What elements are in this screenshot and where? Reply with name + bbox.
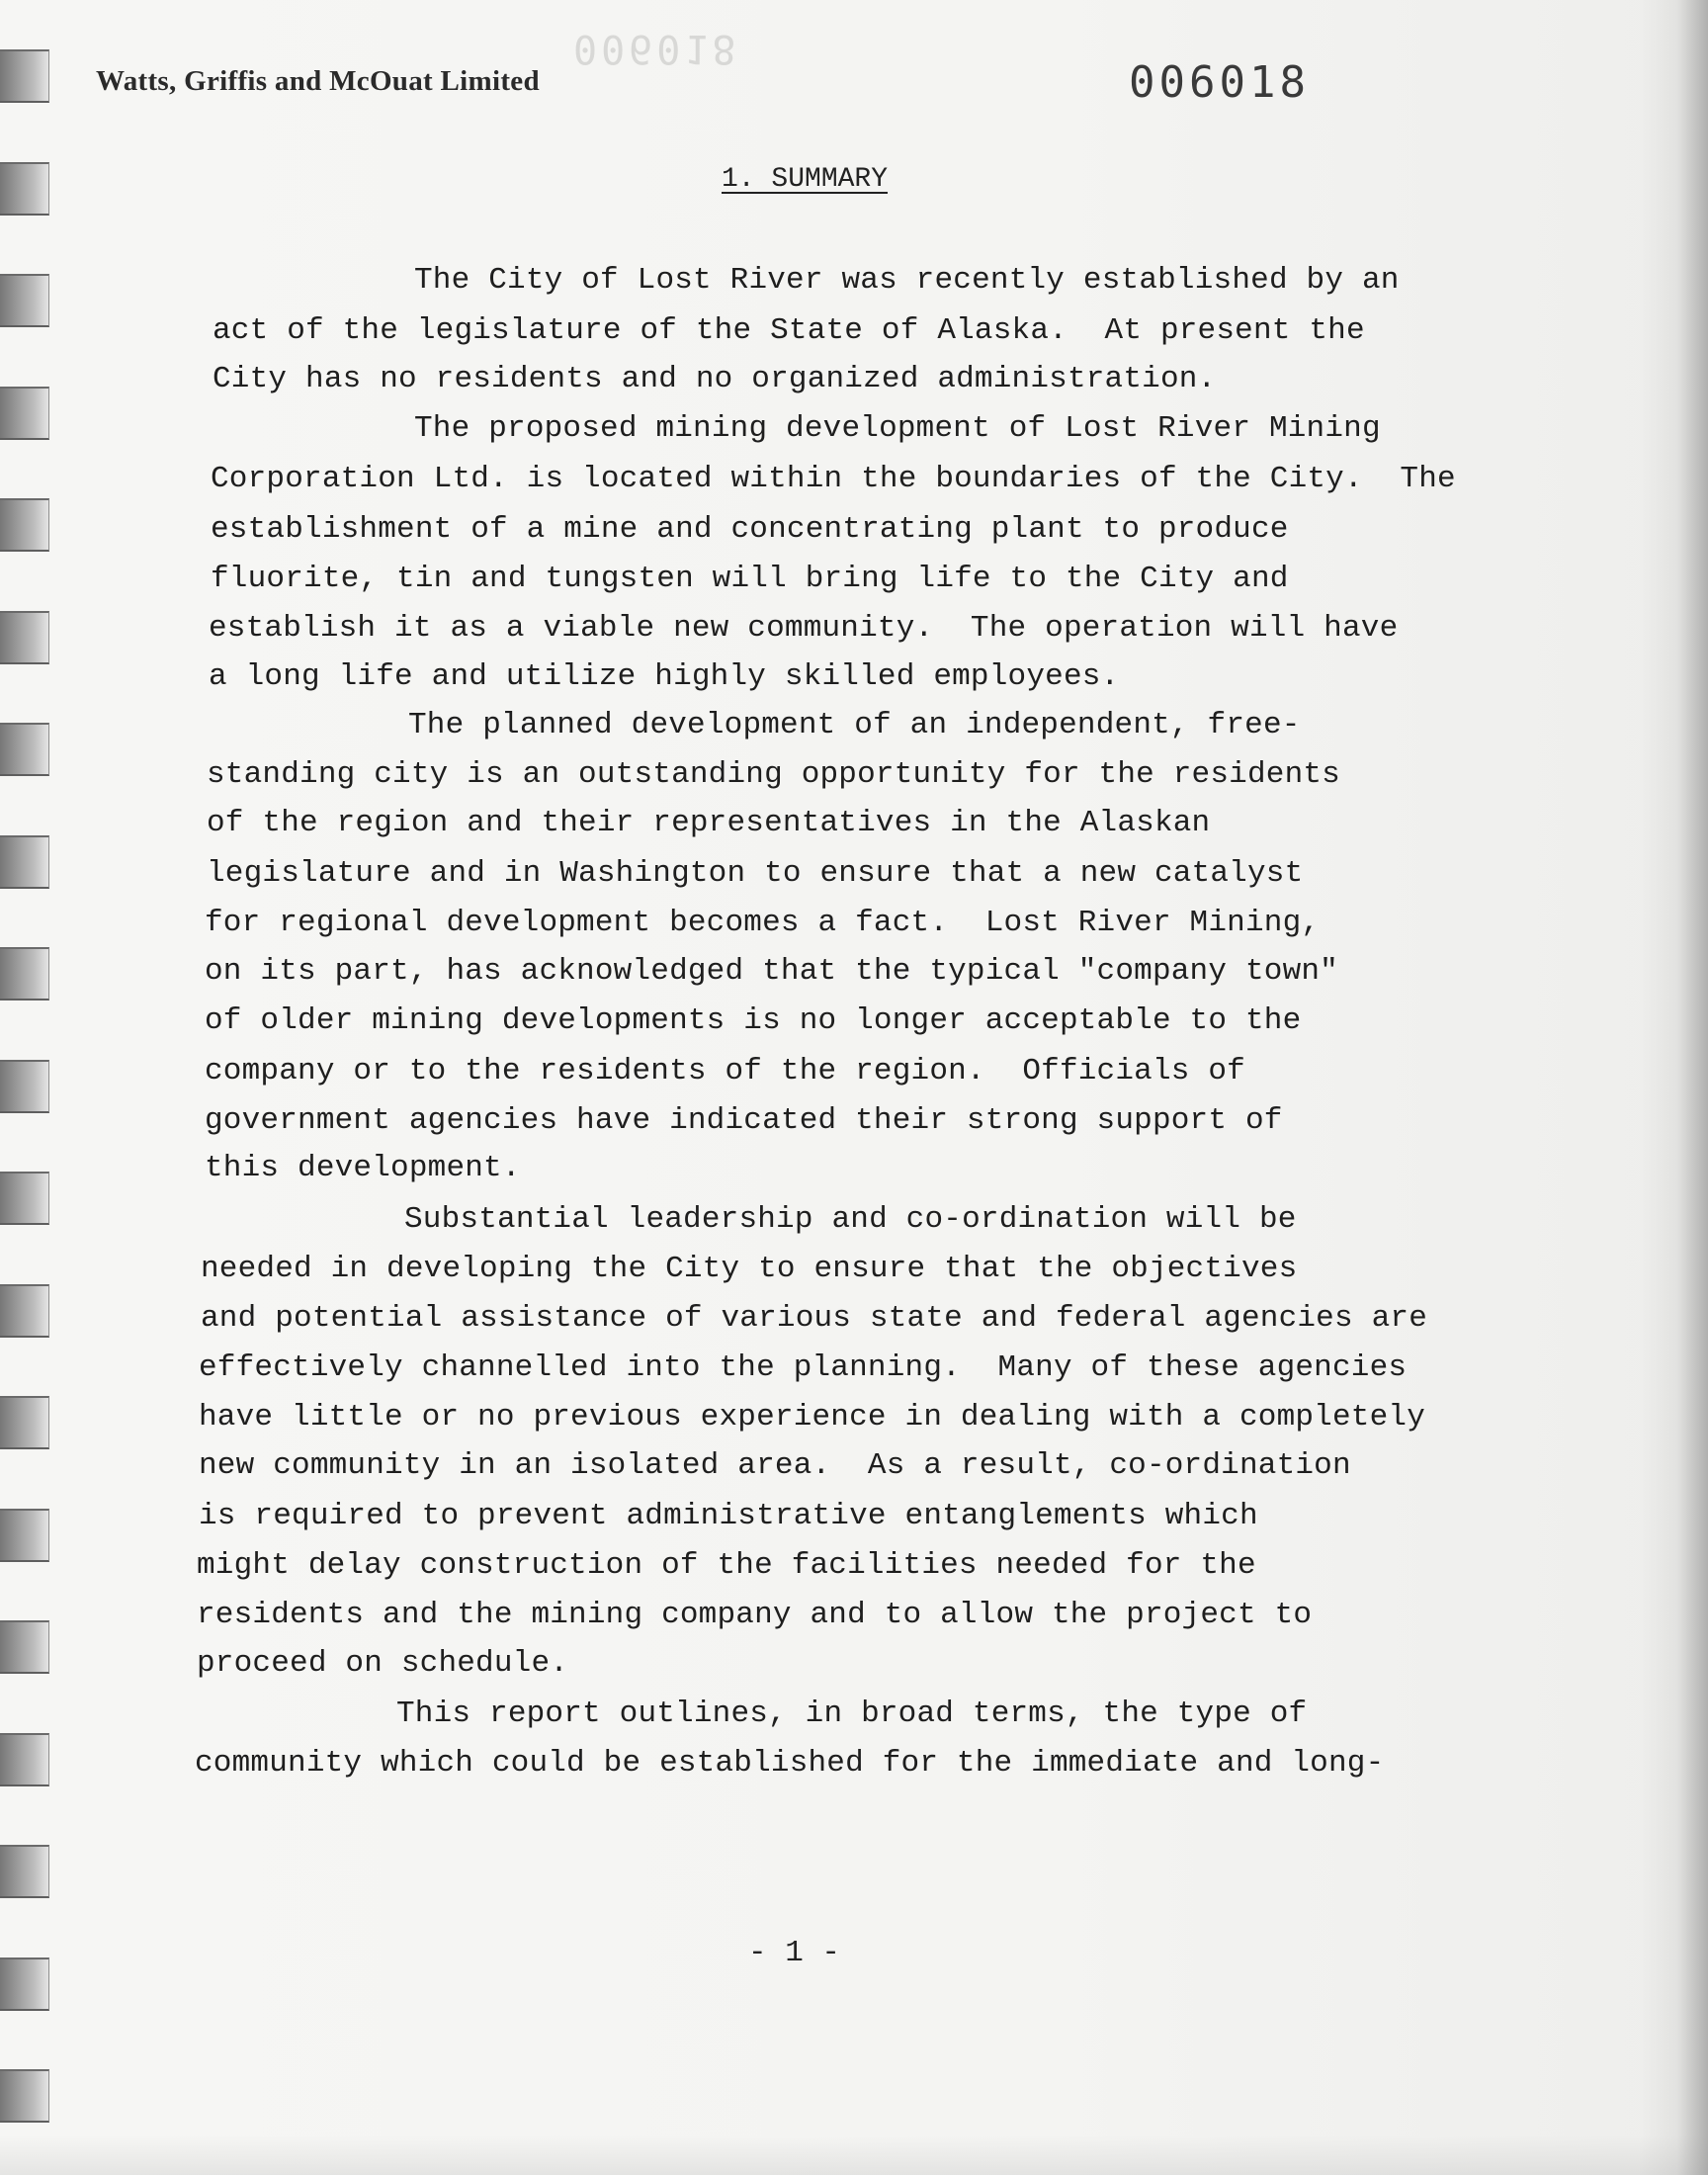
binding-hole [0,723,49,776]
text-line: proceed on schedule. [197,1646,569,1681]
text-line: government agencies have indicated their strong support of [205,1103,1283,1138]
text-line: this development. [205,1151,521,1185]
section-heading: 1. SUMMARY [722,164,889,195]
text-line: establish it as a viable new community. The operation will have [209,611,1399,646]
text-line: The City of Lost River was recently established by an [414,263,1400,298]
bleed-through-number: 006018 [573,26,740,71]
binding-hole [0,49,49,103]
binding-hole [0,1172,49,1225]
text-line: Corporation Ltd. is located within the boundaries of the City. The [211,462,1456,496]
text-line: effectively channelled into the planning. Many of these agencies [199,1350,1408,1385]
spiral-binding [0,0,55,2175]
text-line: of older mining developments is no longer acceptable to the [205,1003,1302,1038]
text-line: might delay construction of the facilities needed for the [197,1548,1256,1583]
scan-bottom-band [0,2135,1708,2175]
text-line: a long life and utilize highly skilled employees. [209,659,1120,694]
binding-hole [0,1509,49,1562]
text-line: This report outlines, in broad terms, the type of [396,1696,1308,1731]
text-line: have little or no previous experience in dealing with a completely [199,1400,1425,1435]
binding-hole [0,2069,49,2123]
text-line: community which could be established for the immediate and long- [195,1746,1385,1781]
binding-hole [0,1733,49,1786]
binding-hole [0,274,49,327]
text-line: on its part, has acknowledged that the typical "company town" [205,954,1338,989]
binding-hole [0,162,49,216]
text-line: The proposed mining development of Lost River Mining [414,411,1381,446]
binding-hole [0,387,49,440]
text-line: residents and the mining company and to allow the project to [197,1598,1313,1632]
text-line: is required to prevent administrative entanglements which [199,1499,1258,1533]
text-line: Substantial leadership and co-ordination will be [404,1202,1297,1237]
text-line: City has no residents and no organized administration. [213,362,1217,396]
text-line: The planned development of an independent, free- [408,708,1301,742]
text-line: of the region and their representatives in the Alaskan [207,806,1211,840]
text-line: legislature and in Washington to ensure that a new catalyst [207,856,1304,891]
binding-hole [0,498,49,552]
text-line: new community in an isolated area. As a result, co-ordination [199,1448,1351,1483]
binding-hole [0,1060,49,1113]
page-number: - 1 - [748,1936,841,1970]
text-line: for regional development becomes a fact. Lost River Mining, [205,906,1321,940]
binding-hole [0,835,49,889]
text-line: company or to the residents of the region. Officials of [205,1054,1245,1088]
text-line: establishment of a mine and concentrating plant to produce [211,512,1289,547]
binding-hole [0,1620,49,1674]
text-line: needed in developing the City to ensure that the objectives [201,1252,1298,1286]
binding-hole [0,1284,49,1338]
binding-hole [0,1845,49,1898]
text-line: fluorite, tin and tungsten will bring life to the City and [211,562,1289,596]
binding-hole [0,947,49,1000]
binding-hole [0,611,49,664]
letterhead: Watts, Griffis and McOuat Limited [96,65,540,97]
text-line: standing city is an outstanding opportunity for the residents [207,757,1340,792]
document-number: 006018 [1129,57,1310,108]
page-edge-shadow [1639,0,1708,2175]
binding-hole [0,1396,49,1449]
binding-hole [0,1958,49,2011]
text-line: and potential assistance of various state and federal agencies are [201,1301,1427,1336]
text-line: act of the legislature of the State of Alaska. At present the [213,313,1365,348]
